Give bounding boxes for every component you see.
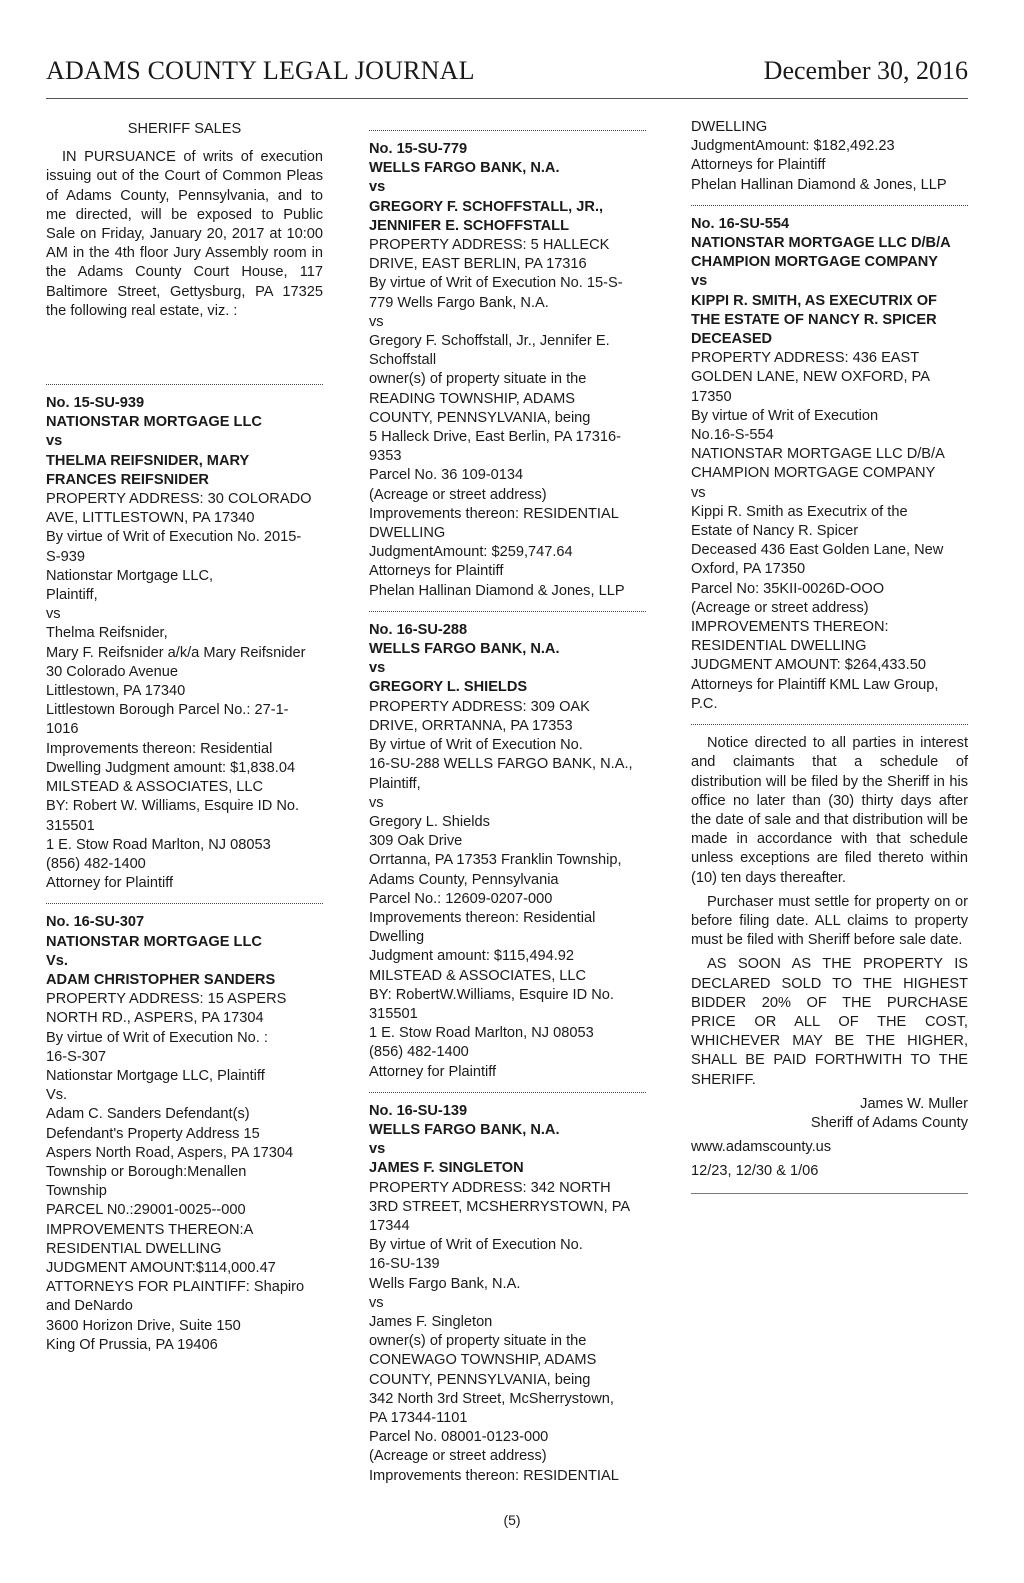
case-detail-line: vs (369, 794, 384, 811)
case-detail-line: Littlestown Borough Parcel No.: 27-1- (46, 702, 289, 719)
case-detail-line: DWELLING (369, 525, 446, 542)
case-detail-line: Adam C. Sanders Defendant(s) (46, 1106, 250, 1123)
case-detail-line: JUDGMENT AMOUNT:$114,000.47 (46, 1259, 276, 1276)
case-detail-line: By virtue of Writ of Execution No. (369, 1237, 583, 1254)
case-listing (691, 215, 968, 714)
case-detail-line: owner(s) of property situate in the (369, 1333, 587, 1350)
dotted-separator (46, 384, 323, 385)
column-2 (369, 118, 646, 1486)
case-detail-line: 5 Halleck Drive, East Berlin, PA 17316- (369, 429, 621, 446)
case-party-heading: GREGORY L. SHIELDS (369, 679, 528, 696)
case-party-heading: WELLS FARGO BANK, N.A. (369, 641, 560, 658)
case-party-heading: vs (46, 433, 63, 450)
case-detail-line: S-939 (46, 548, 85, 565)
page-header (46, 52, 968, 99)
case-detail-line: Attorneys for Plaintiff (369, 563, 504, 580)
case-detail-line: Nationstar Mortgage LLC, (46, 567, 214, 584)
case-detail-line: Mary F. Reifsnider a/k/a Mary Reifsnider (46, 644, 306, 661)
case-detail-line: By virtue of Writ of Execution No. : (46, 1029, 268, 1046)
column-1 (46, 118, 323, 1355)
case-detail-line: (Acreage or street address) (369, 1448, 547, 1465)
purchaser-notice: Purchaser must settle for property on or before filing date. ALL claims to property must be filed with Sheriff before sale date. (691, 893, 968, 949)
case-detail-line: READING TOWNSHIP, ADAMS (369, 390, 575, 407)
case-detail-line: Improvements thereon: Residential (46, 740, 273, 757)
issue-date: December 30, 2016 (763, 56, 968, 85)
case-detail-line: GOLDEN LANE, NEW OXFORD, PA (691, 369, 930, 386)
case-detail-line: Improvements thereon: Residential (369, 909, 596, 926)
case-party-heading: FRANCES REIFSNIDER (46, 471, 209, 488)
case-detail-line: 16-SU-288 WELLS FARGO BANK, N.A., (369, 756, 633, 773)
case-detail-line: Parcel No: 35KII-0026D-OOO (691, 580, 885, 597)
case-detail-line: 3RD STREET, MCSHERRYSTOWN, PA (369, 1198, 631, 1215)
case-listing (46, 394, 323, 893)
case-detail-line: vs (369, 313, 384, 330)
section-heading: SHERIFF SALES (127, 121, 242, 137)
intro-paragraph: IN PURSUANCE of writs of execution issuing out of the Court of Common Pleas of Adams County, Pennsylvania, and to me directed, will be exposed to Public Sale on Friday, January 20, 2017 at 10:00 AM in the 4th floor Jury Assembly room in the Adams County Court House, 117 Baltimore Street, Gettysburg, PA 17325 the following real estate, viz. : (46, 149, 323, 319)
case-detail-line: MILSTEAD & ASSOCIATES, LLC (46, 779, 264, 796)
case-detail-line: Thelma Reifsnider, (46, 625, 168, 642)
case-party-heading: vs (369, 660, 386, 677)
case-detail-line: Estate of Nancy R. Spicer (691, 523, 859, 540)
case-detail-line: 1016 (46, 721, 79, 738)
dotted-separator (691, 724, 968, 725)
case-party-heading: THE ESTATE OF NANCY R. SPICER (691, 311, 937, 328)
case-party-heading: NATIONSTAR MORTGAGE LLC (46, 414, 262, 431)
continuation-line: DWELLING (691, 119, 768, 135)
case-detail-line: Plaintiff, (46, 587, 98, 604)
case-party-heading: JAMES F. SINGLETON (369, 1160, 524, 1177)
case-detail-line: By virtue of Writ of Execution No. (369, 737, 583, 754)
case-detail-line: 315501 (369, 1005, 418, 1022)
case-detail-line: Phelan Hallinan Diamond & Jones, LLP (369, 582, 625, 599)
case-detail-line: By virtue of Writ of Execution (691, 407, 879, 424)
case-detail-line: Attorneys for Plaintiff KML Law Group, (691, 676, 939, 693)
case-party-heading: GREGORY F. SCHOFFSTALL, JR., (369, 198, 604, 215)
case-detail-line: Gregory F. Schoffstall, Jr., Jennifer E. (369, 333, 610, 350)
case-party-heading: CHAMPION MORTGAGE COMPANY (691, 254, 939, 271)
case-number: No. 16-SU-554 (691, 215, 790, 232)
website-link[interactable]: www.adamscounty.us (691, 1139, 832, 1156)
case-detail-line: 3600 Horizon Drive, Suite 150 (46, 1317, 241, 1334)
continuation-line: Phelan Hallinan Diamond & Jones, LLP (691, 176, 947, 193)
case-detail-line: 1 E. Stow Road Marlton, NJ 08053 (369, 1025, 594, 1042)
case-detail-line: 1 E. Stow Road Marlton, NJ 08053 (46, 836, 271, 853)
case-listing (369, 140, 646, 601)
case-detail-line: CONEWAGO TOWNSHIP, ADAMS (369, 1352, 597, 1369)
case-party-heading: WELLS FARGO BANK, N.A. (369, 1121, 560, 1138)
case-listing (46, 913, 323, 1355)
case-detail-line: Improvements thereon: RESIDENTIAL (369, 1467, 619, 1484)
case-detail-line: IMPROVEMENTS THEREON:A (46, 1221, 254, 1238)
case-party-heading: WELLS FARGO BANK, N.A. (369, 160, 560, 177)
case-detail-line: No.16-S-554 (691, 427, 774, 444)
case-number: No. 16-SU-307 (46, 914, 145, 931)
case-detail-line: Adams County, Pennsylvania (369, 871, 559, 888)
case-party-heading: vs (691, 273, 708, 290)
case-detail-line: AVE, LITTLESTOWN, PA 17340 (46, 510, 255, 527)
case-detail-line: Orrtanna, PA 17353 Franklin Township, (369, 852, 622, 869)
case-detail-line: Attorney for Plaintiff (46, 875, 174, 892)
case-detail-line: NATIONSTAR MORTGAGE LLC D/B/A (691, 446, 945, 463)
case-detail-line: (856) 482-1400 (369, 1044, 469, 1061)
case-detail-line: Parcel No.: 12609-0207-000 (369, 890, 553, 907)
case-detail-line: COUNTY, PENNSYLVANIA, being (369, 409, 591, 426)
case-detail-line: CHAMPION MORTGAGE COMPANY (691, 465, 936, 482)
case-detail-line: PROPERTY ADDRESS: 436 EAST (691, 350, 920, 367)
sheriff-title: Sheriff of Adams County (810, 1114, 968, 1131)
case-party-heading: DECEASED (691, 331, 773, 348)
dotted-separator (46, 903, 323, 904)
case-detail-line: Wells Fargo Bank, N.A. (369, 1275, 521, 1292)
case-detail-line: Parcel No. 36 109-0134 (369, 467, 524, 484)
case-detail-line: (856) 482-1400 (46, 855, 146, 872)
case-detail-line: Deceased 436 East Golden Lane, New (691, 542, 944, 559)
case-detail-line: 16-S-307 (46, 1048, 107, 1065)
case-party-heading: vs (369, 1141, 386, 1158)
publication-dates: 12/23, 12/30 & 1/06 (691, 1163, 819, 1180)
case-listing (369, 1102, 646, 1486)
case-detail-line: 9353 (369, 448, 402, 465)
case-party-heading: vs (369, 179, 386, 196)
case-detail-line: COUNTY, PENNSYLVANIA, being (369, 1371, 591, 1388)
case-detail-line: Oxford, PA 17350 (691, 561, 806, 578)
case-detail-line: vs (691, 484, 706, 501)
case-detail-line: Township (46, 1183, 107, 1200)
dotted-separator (369, 611, 646, 612)
dotted-separator (691, 205, 968, 206)
case-detail-line: Vs. (46, 1087, 68, 1104)
case-detail-line: Kippi R. Smith as Executrix of the (691, 503, 908, 520)
case-party-heading: THELMA REIFSNIDER, MARY (46, 452, 250, 469)
case-detail-line: Judgment amount: $115,494.92 (369, 948, 575, 965)
case-number: No. 16-SU-139 (369, 1102, 468, 1119)
case-detail-line: PROPERTY ADDRESS: 30 COLORADO (46, 491, 312, 508)
distribution-notice: Notice directed to all parties in interest and claimants that a schedule of distribution will be filed by the Sheriff in his office no later than (30) thirty days after the date of sale and that distribution will be made in accordance with that schedule unless exceptions are filed thereto within (10) ten days thereafter. (691, 735, 968, 886)
case-detail-line: BY: Robert W. Williams, Esquire ID No. (46, 798, 300, 815)
end-rule (691, 1193, 968, 1194)
case-detail-line: Nationstar Mortgage LLC, Plaintiff (46, 1067, 265, 1084)
case-detail-line: PARCEL N0.:29001-0025--000 (46, 1202, 246, 1219)
case-detail-line: DRIVE, ORRTANNA, PA 17353 (369, 717, 573, 734)
case-detail-line: vs (369, 1294, 384, 1311)
case-detail-line: (Acreage or street address) (369, 486, 547, 503)
case-detail-line: Attorney for Plaintiff (369, 1063, 497, 1080)
case-detail-line: Township or Borough:Menallen (46, 1163, 247, 1180)
case-detail-line: By virtue of Writ of Execution No. 15-S- (369, 275, 623, 292)
case-detail-line: RESIDENTIAL DWELLING (46, 1240, 222, 1257)
case-party-heading: NATIONSTAR MORTGAGE LLC D/B/A (691, 235, 951, 252)
case-detail-line: Plaintiff, (369, 775, 421, 792)
case-detail-line: 16-SU-139 (369, 1256, 440, 1273)
case-detail-line: PROPERTY ADDRESS: 5 HALLECK (369, 237, 610, 254)
case-detail-line: 779 Wells Fargo Bank, N.A. (369, 294, 549, 311)
case-detail-line: DRIVE, EAST BERLIN, PA 17316 (369, 256, 587, 273)
case-detail-line: JUDGMENT AMOUNT: $264,433.50 (691, 657, 926, 674)
case-detail-line: Schoffstall (369, 352, 437, 369)
continuation-line: JudgmentAmount: $182,492.23 (691, 138, 895, 155)
case-party-heading: KIPPI R. SMITH, AS EXECUTRIX OF (691, 292, 937, 309)
case-detail-line: James F. Singleton (369, 1313, 493, 1330)
case-detail-line: 17344 (369, 1217, 410, 1234)
case-detail-line: owner(s) of property situate in the (369, 371, 587, 388)
case-detail-line: 309 Oak Drive (369, 833, 463, 850)
sheriff-name: James W. Muller (860, 1095, 968, 1112)
continuation-line: Attorneys for Plaintiff (691, 157, 826, 174)
column-3 (691, 118, 968, 1194)
dotted-separator (369, 130, 646, 131)
journal-title: ADAMS COUNTY LEGAL JOURNAL (46, 56, 475, 85)
case-party-heading: ADAM CHRISTOPHER SANDERS (46, 971, 276, 988)
case-detail-line: King Of Prussia, PA 19406 (46, 1336, 218, 1353)
case-detail-line: IMPROVEMENTS THEREON: (691, 619, 889, 636)
case-detail-line: Littlestown, PA 17340 (46, 683, 186, 700)
case-detail-line: By virtue of Writ of Execution No. 2015- (46, 529, 302, 546)
case-detail-line: Gregory L. Shields (369, 813, 490, 830)
case-detail-line: P.C. (691, 695, 718, 712)
case-detail-line: PROPERTY ADDRESS: 15 ASPERS (46, 991, 287, 1008)
case-listing (369, 621, 646, 1082)
case-detail-line: 342 North 3rd Street, McSherrystown, (369, 1390, 614, 1407)
case-detail-line: (Acreage or street address) (691, 599, 869, 616)
case-detail-line: Defendant's Property Address 15 (46, 1125, 260, 1142)
case-detail-line: Improvements thereon: RESIDENTIAL (369, 505, 619, 522)
case-party-heading: JENNIFER E. SCHOFFSTALL (369, 217, 569, 234)
payment-notice: AS SOON AS THE PROPERTY IS DECLARED SOLD TO THE HIGHEST BIDDER 20% OF THE PURCHASE PRICE OR ALL OF THE COST, WHICHEVER MAY BE THE HIGHER, SHALL BE PAID FORTHWITH TO THE SHERIFF. (691, 956, 968, 1088)
case-detail-line: PROPERTY ADDRESS: 342 NORTH (369, 1179, 611, 1196)
dotted-separator (369, 1092, 646, 1093)
case-party-heading: NATIONSTAR MORTGAGE LLC (46, 933, 262, 950)
case-detail-line: RESIDENTIAL DWELLING (691, 638, 867, 655)
case-detail-line: JudgmentAmount: $259,747.64 (369, 544, 573, 561)
case-number: No. 15-SU-779 (369, 141, 468, 157)
case-detail-line: 315501 (46, 817, 95, 834)
case-detail-line: PROPERTY ADDRESS: 309 OAK (369, 698, 590, 715)
case-detail-line: ATTORNEYS FOR PLAINTIFF: Shapiro (46, 1279, 305, 1296)
case-detail-line: Dwelling Judgment amount: $1,838.04 (46, 759, 296, 776)
case-detail-line: Aspers North Road, Aspers, PA 17304 (46, 1144, 294, 1161)
case-detail-line: NORTH RD., ASPERS, PA 17304 (46, 1010, 264, 1027)
page-number: (5) (503, 1512, 521, 1528)
case-detail-line: 30 Colorado Avenue (46, 663, 178, 680)
case-detail-line: PA 17344-1101 (369, 1410, 468, 1426)
case-detail-line: 17350 (691, 388, 732, 405)
case-detail-line: Dwelling (369, 929, 425, 946)
case-number: No. 15-SU-939 (46, 395, 145, 412)
case-detail-line: Parcel No. 08001-0123-000 (369, 1429, 549, 1446)
case-detail-line: MILSTEAD & ASSOCIATES, LLC (369, 967, 587, 984)
case-detail-line: vs (46, 606, 61, 623)
continuation-block (691, 118, 968, 195)
case-number: No. 16-SU-288 (369, 621, 468, 638)
case-party-heading: Vs. (46, 952, 68, 969)
case-detail-line: BY: RobertW.Williams, Esquire ID No. (369, 986, 614, 1003)
case-detail-line: and DeNardo (46, 1298, 133, 1315)
